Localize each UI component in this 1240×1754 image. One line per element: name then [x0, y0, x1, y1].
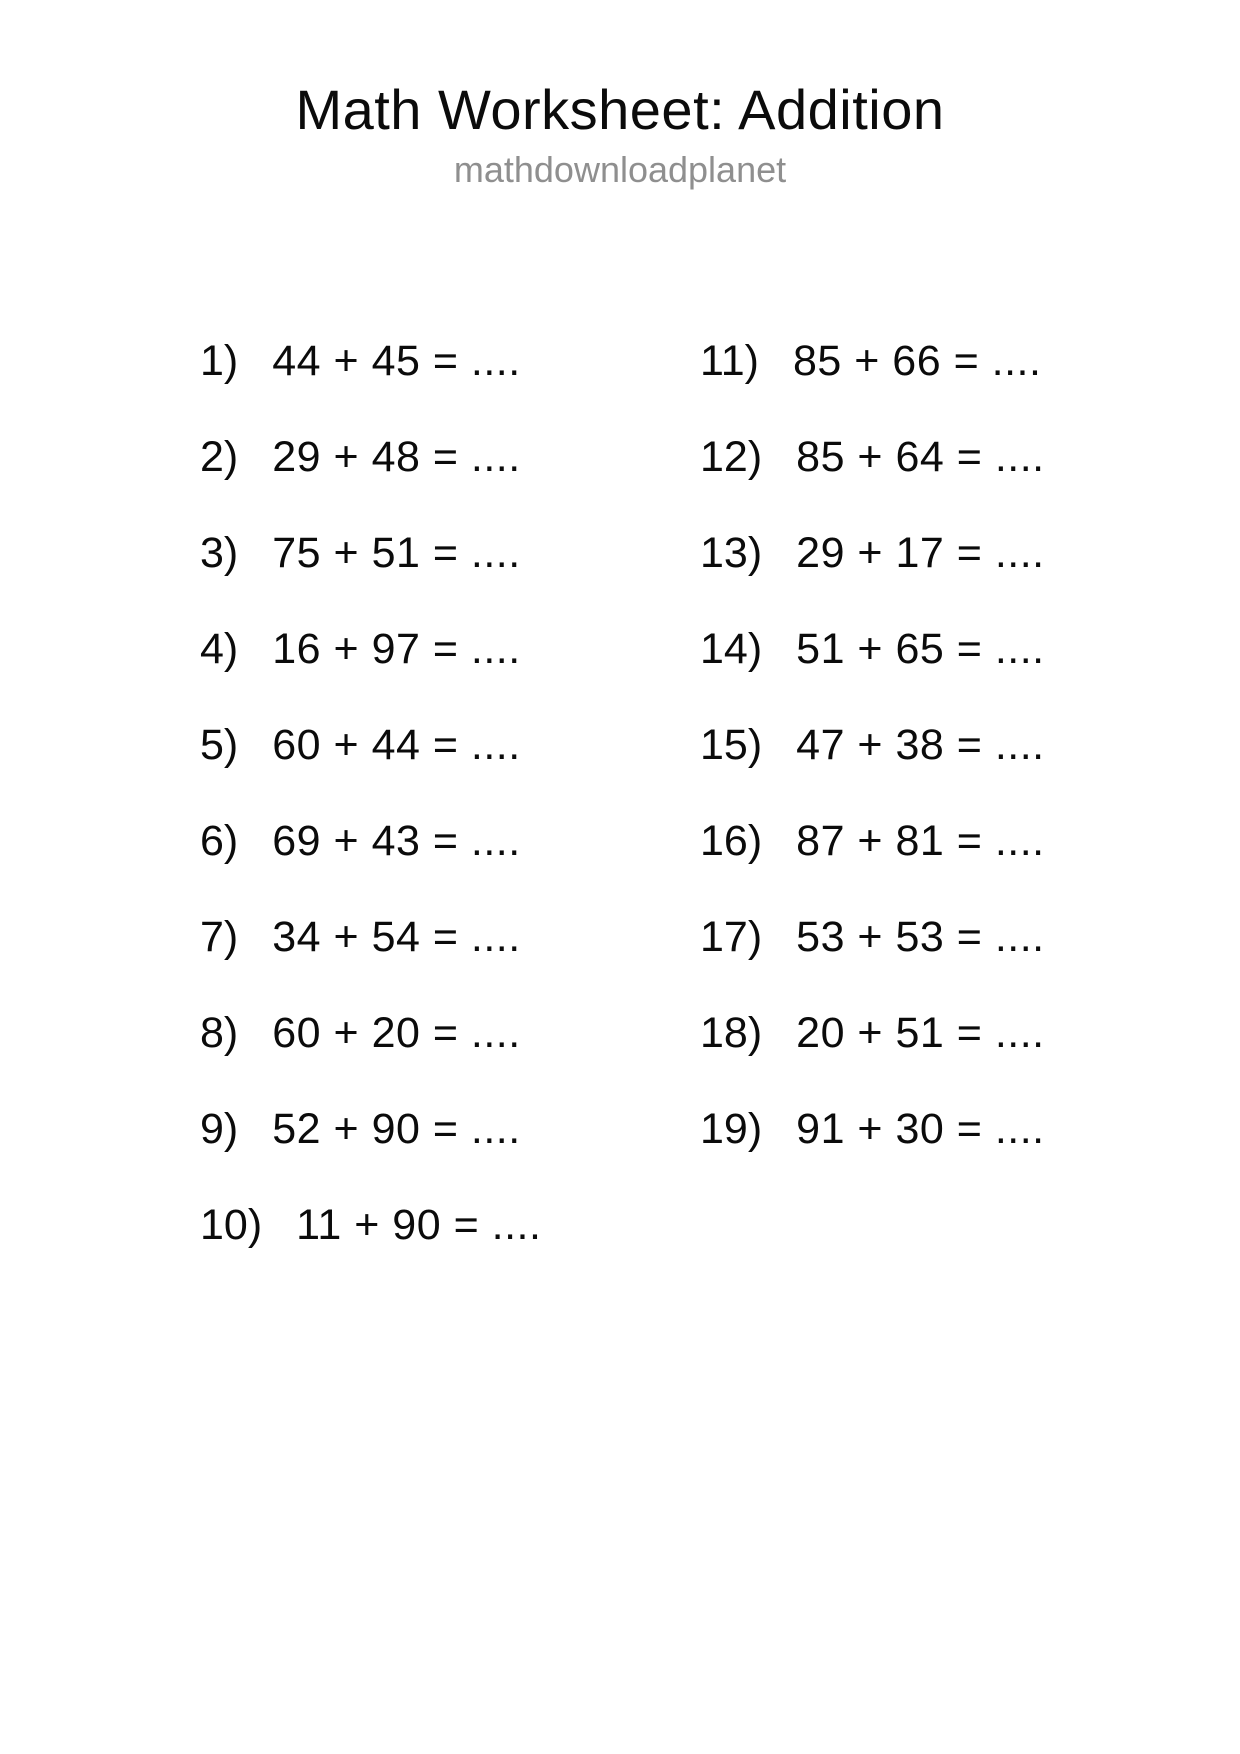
problem-row-19	[700, 1105, 1045, 1204]
problem-row-1	[200, 337, 541, 436]
problem-row-6	[200, 817, 541, 916]
problem-row-16	[700, 817, 1045, 916]
problem-expression: 29 + 48 = ....	[272, 433, 521, 481]
problem-row-10	[200, 1201, 542, 1300]
page-subtitle: mathdownloadplanet	[453, 149, 787, 191]
problem-number: 10)	[200, 1201, 263, 1249]
problem-row-15	[700, 721, 1045, 820]
problem-row-5	[200, 721, 541, 820]
problem-expression: 29 + 17 = ....	[796, 529, 1045, 577]
problem-expression: 34 + 54 = ....	[272, 913, 521, 961]
problem-expression: 75 + 51 = ....	[272, 529, 521, 577]
problem-number: 12)	[700, 433, 763, 481]
problem-number: 6)	[200, 817, 239, 865]
problem-expression: 52 + 90 = ....	[272, 1105, 521, 1153]
problems-right-column	[700, 337, 1045, 1204]
problem-row-7	[200, 913, 541, 1012]
problem-number: 19)	[700, 1105, 763, 1153]
problem-row-14	[700, 625, 1045, 724]
problem-number: 5)	[200, 721, 239, 769]
problem-number: 17)	[700, 913, 763, 961]
problem-row-3	[200, 529, 541, 628]
problem-number: 9)	[200, 1105, 239, 1153]
problem-row-4	[200, 625, 541, 724]
problem-expression: 20 + 51 = ....	[796, 1009, 1045, 1057]
problem-row-9	[200, 1105, 541, 1204]
problem-row-8	[200, 1009, 541, 1108]
problem-number: 3)	[200, 529, 239, 577]
problem-expression: 53 + 53 = ....	[796, 913, 1045, 961]
problem-number: 15)	[700, 721, 763, 769]
problem-expression: 85 + 66 = ....	[792, 337, 1042, 385]
problem-expression: 60 + 20 = ....	[272, 1009, 521, 1057]
problem-expression: 51 + 65 = ....	[796, 625, 1045, 673]
problem-number: 2)	[200, 433, 239, 481]
problem-expression: 85 + 64 = ....	[796, 433, 1045, 481]
problem-number: 16)	[700, 817, 763, 865]
problem-row-12	[700, 433, 1045, 532]
problem-expression: 87 + 81 = ....	[796, 817, 1045, 865]
problem-row-2	[200, 433, 541, 532]
problem-number: 1)	[200, 337, 239, 385]
problem-expression: 69 + 43 = ....	[272, 817, 521, 865]
problem-row-18	[700, 1009, 1045, 1108]
problem-number: 18)	[700, 1009, 763, 1057]
problem-number: 8)	[200, 1009, 239, 1057]
problem-number: 4)	[200, 625, 239, 673]
page-title: Math Worksheet: Addition	[295, 78, 945, 141]
problem-expression: 47 + 38 = ....	[796, 721, 1045, 769]
problem-number: 13)	[700, 529, 763, 577]
problem-row-11	[700, 337, 1045, 436]
problem-row-13	[700, 529, 1045, 628]
problems-left-column	[200, 337, 542, 1300]
problem-expression: 60 + 44 = ....	[272, 721, 521, 769]
worksheet-header	[0, 78, 1240, 192]
problem-expression: 44 + 45 = ....	[272, 337, 521, 385]
problem-number: 14)	[700, 625, 763, 673]
problem-expression: 16 + 97 = ....	[272, 625, 521, 673]
problem-number: 7)	[200, 913, 239, 961]
problem-expression: 11 + 90 = ....	[296, 1201, 542, 1249]
problem-row-17	[700, 913, 1045, 1012]
problem-expression: 91 + 30 = ....	[796, 1105, 1045, 1153]
problem-number: 11)	[700, 337, 759, 385]
